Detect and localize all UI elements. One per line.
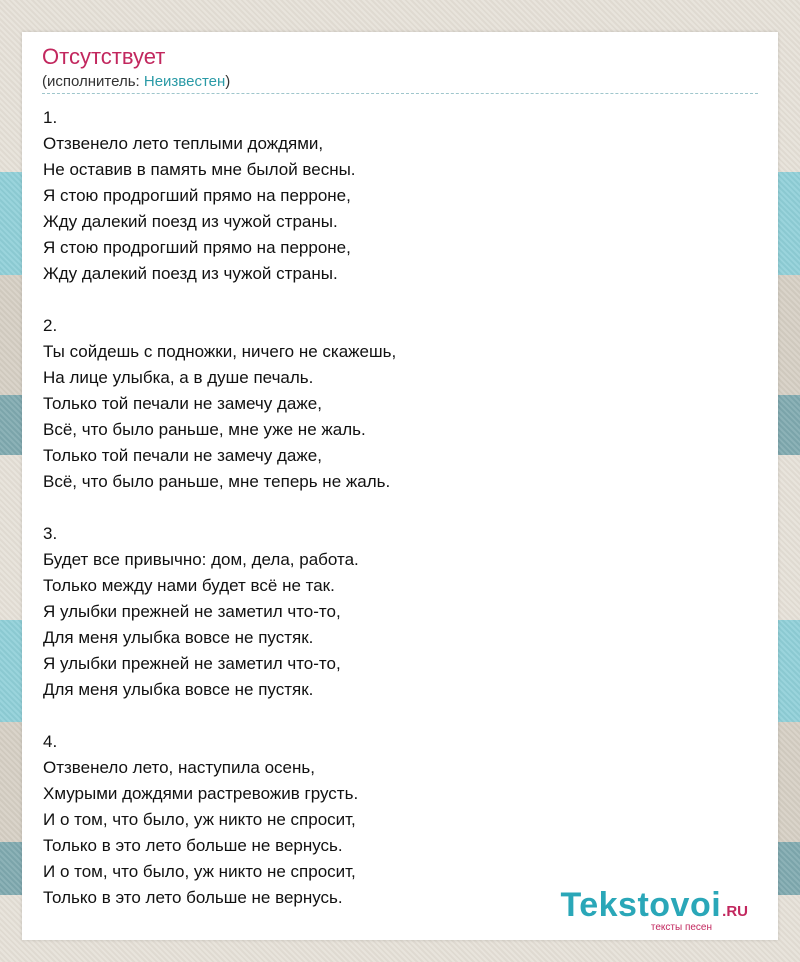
logo-tagline: тексты песен (650, 922, 712, 933)
artist-prefix: (исполнитель: (42, 73, 144, 90)
song-title: Отсутствует (42, 44, 166, 69)
lyric-line: Только в это лето больше не вернусь. (43, 836, 343, 855)
verse (43, 729, 743, 911)
lyric-line: Я стою продрогший прямо на перроне, (43, 238, 351, 257)
lyrics-text (43, 105, 743, 937)
verse-number: 2. (43, 316, 58, 335)
verse-number: 3. (43, 524, 58, 543)
lyric-line: Только той печали не замечу даже, (43, 394, 322, 413)
lyric-line: На лице улыбка, а в душе печаль. (43, 368, 314, 387)
logo-domain: .RU (722, 903, 748, 920)
lyric-line: Ты сойдешь с подножки, ничего не скажешь, (43, 342, 397, 361)
lyric-line: Хмурыми дождями растревожив грусть. (43, 784, 359, 803)
verse (43, 105, 743, 287)
lyric-line: Будет все привычно: дом, дела, работа. (43, 550, 359, 569)
lyric-line: Жду далекий поезд из чужой страны. (43, 212, 338, 231)
lyric-line: Только в это лето больше не вернусь. (43, 888, 343, 907)
lyric-line: Всё, что было раньше, мне уже не жаль. (43, 420, 366, 439)
lyric-line: Я улыбки прежней не заметил что-то, (43, 654, 341, 673)
lyric-line: Не оставив в память мне былой весны. (43, 160, 356, 179)
lyric-line: Только той печали не замечу даже, (43, 446, 322, 465)
lyric-line: Жду далекий поезд из чужой страны. (43, 264, 338, 283)
lyric-line: Для меня улыбка вовсе не пустяк. (43, 680, 314, 699)
verse-number: 4. (43, 732, 58, 751)
lyric-line: Отзвенело лето, наступила осень, (43, 758, 315, 777)
lyric-line: Я стою продрогший прямо на перроне, (43, 186, 351, 205)
lyric-line: И о том, что было, уж никто не спросит, (43, 810, 356, 829)
lyric-line: Только между нами будет всё не так. (43, 576, 335, 595)
lyric-line: Я улыбки прежней не заметил что-то, (43, 602, 341, 621)
divider (42, 93, 758, 94)
lyric-line: Всё, что было раньше, мне теперь не жаль. (43, 472, 391, 491)
logo-wordmark: Tekstovoi (560, 886, 722, 924)
verse (43, 521, 743, 703)
artist-suffix: ) (225, 73, 231, 90)
verse (43, 313, 743, 495)
lyrics-card (22, 32, 778, 940)
artist-link[interactable]: Неизвестен (143, 73, 226, 90)
site-logo[interactable] (560, 886, 748, 933)
lyric-line: И о том, что было, уж никто не спросит, (43, 862, 356, 881)
artist-line (42, 73, 230, 91)
verse-number: 1. (43, 108, 58, 127)
lyric-line: Для меня улыбка вовсе не пустяк. (43, 628, 314, 647)
lyric-line: Отзвенело лето теплыми дождями, (43, 134, 324, 153)
